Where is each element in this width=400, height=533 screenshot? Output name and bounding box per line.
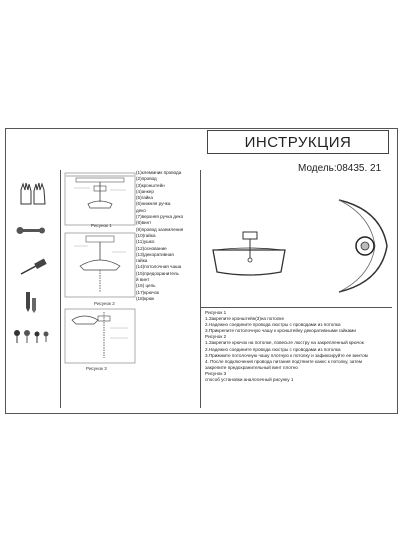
list-item: (5)гайка bbox=[136, 195, 153, 201]
list-item: (7)верхняя ручка деко bbox=[136, 214, 184, 220]
list-item: (2)провод bbox=[136, 176, 157, 182]
figure-1-label: Рисунок 1 bbox=[91, 223, 112, 228]
instruction-line: закрепите предохранительный винт плотно bbox=[205, 364, 298, 370]
list-item: (14)потолочная чаша bbox=[136, 264, 182, 270]
list-item: (15)предохранитель bbox=[136, 270, 179, 276]
figures-divider bbox=[200, 170, 201, 408]
instruction-line: 4. После подключения провода питания подтяните канкс к потолку, затем bbox=[205, 358, 363, 364]
tools-divider bbox=[60, 170, 61, 408]
list-item: (17)крючок bbox=[136, 289, 160, 295]
instruction-line: 2.Надежно соедините провода люстры с проводами из потолка bbox=[205, 346, 341, 352]
parts-list bbox=[136, 170, 196, 320]
page-title: ИНСТРУКЦИЯ bbox=[207, 130, 389, 154]
list-item: (12)основание bbox=[136, 245, 167, 251]
list-item: (10)гайка bbox=[136, 232, 156, 238]
list-item: деко bbox=[136, 207, 146, 213]
list-item: (11)ушко bbox=[136, 239, 155, 245]
list-item: (8)винт bbox=[136, 220, 152, 226]
list-item: (16) цепь bbox=[136, 283, 156, 289]
instruction-line: 3.Прижмите потолочную чашу плотную к потолку и зафиксируйте ее винтом bbox=[205, 352, 368, 358]
instruction-line: 1.Закрепите крючок на потолке, повесьте люстру на закрепленный крючок bbox=[205, 340, 364, 346]
anchor-icon bbox=[20, 290, 40, 319]
figure-3-label: Рисунок 3 bbox=[86, 366, 107, 371]
list-item: (6)нижняя ручка bbox=[136, 201, 171, 207]
list-item: (9)провод заземления bbox=[136, 226, 184, 232]
list-item: (1)клеммник провода bbox=[136, 170, 182, 175]
instruction-line: 2.Надежно соедините провода люстры с проводами из потолка bbox=[205, 322, 341, 328]
installation-instructions bbox=[205, 310, 385, 383]
model-number: Модель:08435. 21 bbox=[298, 163, 382, 174]
wrench-icon bbox=[16, 224, 46, 243]
figure-2-label: Рисунок 2 bbox=[94, 301, 115, 306]
list-item: (13)декоративная bbox=[136, 251, 174, 257]
instruction-line: способ установки аналогичный рисунку 1 bbox=[205, 377, 294, 383]
list-item: гайка bbox=[136, 258, 148, 264]
list-item: (4)анкер bbox=[136, 188, 154, 194]
figure-2-drawing bbox=[64, 232, 136, 303]
screwdriver-icon bbox=[18, 258, 48, 283]
instruction-line: Рисунок 2 bbox=[205, 334, 227, 340]
instruction-line: 3.Прикрепите потолочную чашу к кронштейну декоративными гайками bbox=[205, 328, 356, 334]
list-item: (3)кронштейн bbox=[136, 182, 165, 188]
instruction-line: Рисунок 3 bbox=[205, 370, 227, 376]
figure-3-drawing bbox=[64, 308, 136, 369]
drawings-divider bbox=[200, 307, 392, 308]
lamp-perspective-drawing bbox=[207, 230, 291, 283]
gloves-icon bbox=[18, 180, 48, 211]
instruction-line: 1.Закрепите кронштейн(3)на потолке bbox=[205, 316, 284, 322]
list-item: (18)крюк bbox=[136, 295, 155, 301]
instruction-line: Рисунок 1 bbox=[205, 310, 227, 315]
screws-icon bbox=[12, 328, 52, 351]
lamp-front-drawing bbox=[335, 194, 391, 303]
list-item: й винт bbox=[136, 277, 150, 283]
